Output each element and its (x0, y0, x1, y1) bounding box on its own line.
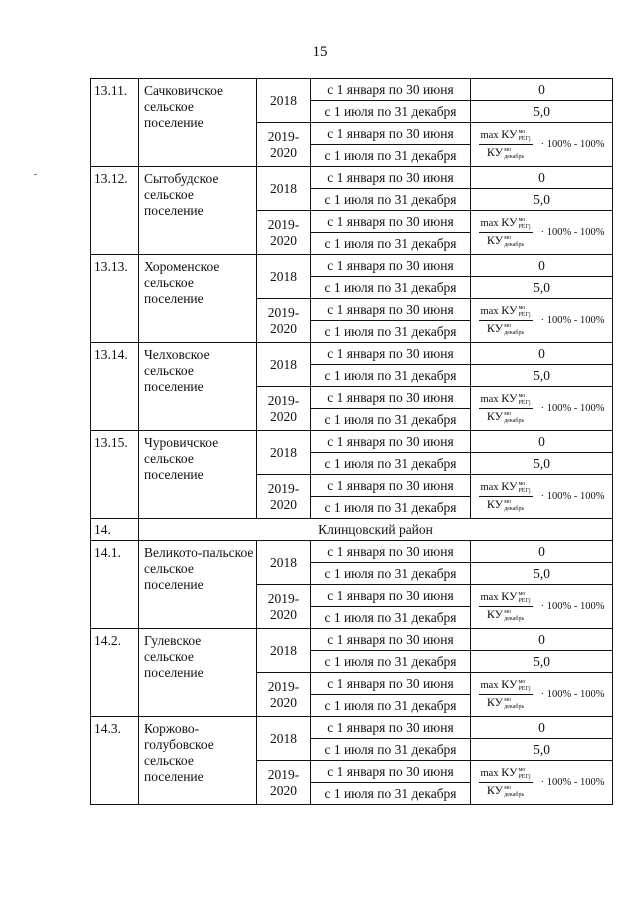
value-second-half: 5,0 (471, 453, 613, 475)
year-2019-2020: 2019- 2020 (257, 673, 311, 717)
year-2019-2020: 2019- 2020 (257, 475, 311, 519)
row-number: 13.11. (91, 79, 139, 167)
row-number: 14.3. (91, 717, 139, 805)
formula-fraction (479, 480, 533, 512)
value-second-half: 5,0 (471, 563, 613, 585)
value-second-half: 5,0 (471, 739, 613, 761)
district-name: Клинцовский район (139, 519, 613, 541)
formula-denominator: КУ мо декабрь (486, 497, 525, 512)
formula-numerator: max КУ мо РЕГj (479, 392, 533, 409)
value-first-half: 0 (471, 541, 613, 563)
index-formula (471, 299, 613, 343)
period-first-half: с 1 января по 30 июня (311, 387, 471, 409)
settlement-name: Гулевское сельское поселение (139, 629, 257, 717)
year-2019-2020: 2019- 2020 (257, 387, 311, 431)
year-2019-2020: 2019- 2020 (257, 761, 311, 805)
value-first-half: 0 (471, 167, 613, 189)
formula-numerator: max КУ мо РЕГj (479, 766, 533, 783)
formula-multiplier: · 100% - 100% (540, 402, 605, 414)
period-second-half: с 1 июля по 31 декабря (311, 365, 471, 387)
period-first-half: с 1 января по 30 июня (311, 585, 471, 607)
formula-denominator: КУ мо декабрь (486, 695, 525, 710)
formula-fraction (479, 766, 533, 798)
period-second-half: с 1 июля по 31 декабря (311, 563, 471, 585)
formula-fraction (479, 216, 533, 248)
table-row (91, 541, 613, 563)
formula-multiplier: · 100% - 100% (540, 688, 605, 700)
value-second-half: 5,0 (471, 101, 613, 123)
value-second-half: 5,0 (471, 277, 613, 299)
year-2018: 2018 (257, 717, 311, 761)
row-number: 13.14. (91, 343, 139, 431)
settlement-name: Хороменское сельское поселение (139, 255, 257, 343)
formula-numerator: max КУ мо РЕГj (479, 590, 533, 607)
period-first-half: с 1 января по 30 июня (311, 343, 471, 365)
year-2018: 2018 (257, 255, 311, 299)
row-number: 14. (91, 519, 139, 541)
formula-multiplier: · 100% - 100% (540, 490, 605, 502)
row-number: 13.12. (91, 167, 139, 255)
formula-denominator: КУ мо декабрь (486, 145, 525, 160)
row-number: 13.13. (91, 255, 139, 343)
period-first-half: с 1 января по 30 июня (311, 167, 471, 189)
table-row (91, 255, 613, 277)
period-second-half: с 1 июля по 31 декабря (311, 783, 471, 805)
year-2019-2020: 2019- 2020 (257, 123, 311, 167)
value-first-half: 0 (471, 717, 613, 739)
index-formula (471, 123, 613, 167)
formula-multiplier: · 100% - 100% (540, 776, 605, 788)
table-row (91, 431, 613, 453)
value-first-half: 0 (471, 431, 613, 453)
period-first-half: с 1 января по 30 июня (311, 673, 471, 695)
settlement-name: Сытобудское сельское поселение (139, 167, 257, 255)
period-first-half: с 1 января по 30 июня (311, 541, 471, 563)
formula-multiplier: · 100% - 100% (540, 314, 605, 326)
district-row (91, 519, 613, 541)
period-first-half: с 1 января по 30 июня (311, 299, 471, 321)
value-second-half: 5,0 (471, 189, 613, 211)
period-first-half: с 1 января по 30 июня (311, 717, 471, 739)
index-formula (471, 475, 613, 519)
period-second-half: с 1 июля по 31 декабря (311, 321, 471, 343)
period-second-half: с 1 июля по 31 декабря (311, 739, 471, 761)
formula-fraction (479, 128, 533, 160)
formula-multiplier: · 100% - 100% (540, 138, 605, 150)
formula-denominator: КУ мо декабрь (486, 607, 525, 622)
formula-numerator: max КУ мо РЕГj (479, 678, 533, 695)
period-second-half: с 1 июля по 31 декабря (311, 497, 471, 519)
year-2019-2020: 2019- 2020 (257, 299, 311, 343)
period-first-half: с 1 января по 30 июня (311, 79, 471, 101)
formula-denominator: КУ мо декабрь (486, 409, 525, 424)
year-2018: 2018 (257, 431, 311, 475)
value-second-half: 5,0 (471, 651, 613, 673)
period-second-half: с 1 июля по 31 декабря (311, 453, 471, 475)
formula-fraction (479, 392, 533, 424)
index-formula (471, 673, 613, 717)
formula-fraction (479, 304, 533, 336)
formula-denominator: КУ мо декабрь (486, 233, 525, 248)
settlement-name: Великото-пальское сельское поселение (139, 541, 257, 629)
period-first-half: с 1 января по 30 июня (311, 629, 471, 651)
value-first-half: 0 (471, 629, 613, 651)
year-2018: 2018 (257, 79, 311, 123)
index-formula (471, 211, 613, 255)
index-formula (471, 585, 613, 629)
formula-denominator: КУ мо декабрь (486, 321, 525, 336)
settlement-name: Челховское сельское поселение (139, 343, 257, 431)
period-second-half: с 1 июля по 31 декабря (311, 233, 471, 255)
value-first-half: 0 (471, 255, 613, 277)
period-second-half: с 1 июля по 31 декабря (311, 409, 471, 431)
year-2018: 2018 (257, 167, 311, 211)
page-number: 15 (312, 44, 328, 60)
value-first-half: 0 (471, 343, 613, 365)
period-first-half: с 1 января по 30 июня (311, 761, 471, 783)
formula-numerator: max КУ мо РЕГj (479, 216, 533, 233)
formula-fraction (479, 678, 533, 710)
period-first-half: с 1 января по 30 июня (311, 123, 471, 145)
period-second-half: с 1 июля по 31 декабря (311, 101, 471, 123)
formula-numerator: max КУ мо РЕГj (479, 304, 533, 321)
period-second-half: с 1 июля по 31 декабря (311, 695, 471, 717)
formula-multiplier: · 100% - 100% (540, 600, 605, 612)
row-number: 13.15. (91, 431, 139, 519)
formula-multiplier: · 100% - 100% (540, 226, 605, 238)
period-second-half: с 1 июля по 31 декабря (311, 651, 471, 673)
year-2018: 2018 (257, 343, 311, 387)
formula-denominator: КУ мо декабрь (486, 783, 525, 798)
year-2018: 2018 (257, 629, 311, 673)
year-2018: 2018 (257, 541, 311, 585)
table-row (91, 79, 613, 101)
year-2019-2020: 2019- 2020 (257, 585, 311, 629)
year-2019-2020: 2019- 2020 (257, 211, 311, 255)
value-second-half: 5,0 (471, 365, 613, 387)
formula-numerator: max КУ мо РЕГj (479, 128, 533, 145)
table-row (91, 167, 613, 189)
margin-mark (34, 174, 37, 175)
row-number: 14.2. (91, 629, 139, 717)
table-row (91, 343, 613, 365)
formula-numerator: max КУ мо РЕГj (479, 480, 533, 497)
period-second-half: с 1 июля по 31 декабря (311, 145, 471, 167)
period-first-half: с 1 января по 30 июня (311, 211, 471, 233)
table-row (91, 629, 613, 651)
table-row (91, 717, 613, 739)
period-first-half: с 1 января по 30 июня (311, 255, 471, 277)
value-first-half: 0 (471, 79, 613, 101)
index-formula (471, 387, 613, 431)
period-first-half: с 1 января по 30 июня (311, 475, 471, 497)
period-second-half: с 1 июля по 31 декабря (311, 277, 471, 299)
period-second-half: с 1 июля по 31 декабря (311, 189, 471, 211)
row-number: 14.1. (91, 541, 139, 629)
settlement-name: Коржово-голубовское сельское поселение (139, 717, 257, 805)
index-formula (471, 761, 613, 805)
period-first-half: с 1 января по 30 июня (311, 431, 471, 453)
tariff-table (90, 78, 613, 805)
settlement-name: Чуровичское сельское поселение (139, 431, 257, 519)
period-second-half: с 1 июля по 31 декабря (311, 607, 471, 629)
settlement-name: Сачковичское сельское поселение (139, 79, 257, 167)
formula-fraction (479, 590, 533, 622)
